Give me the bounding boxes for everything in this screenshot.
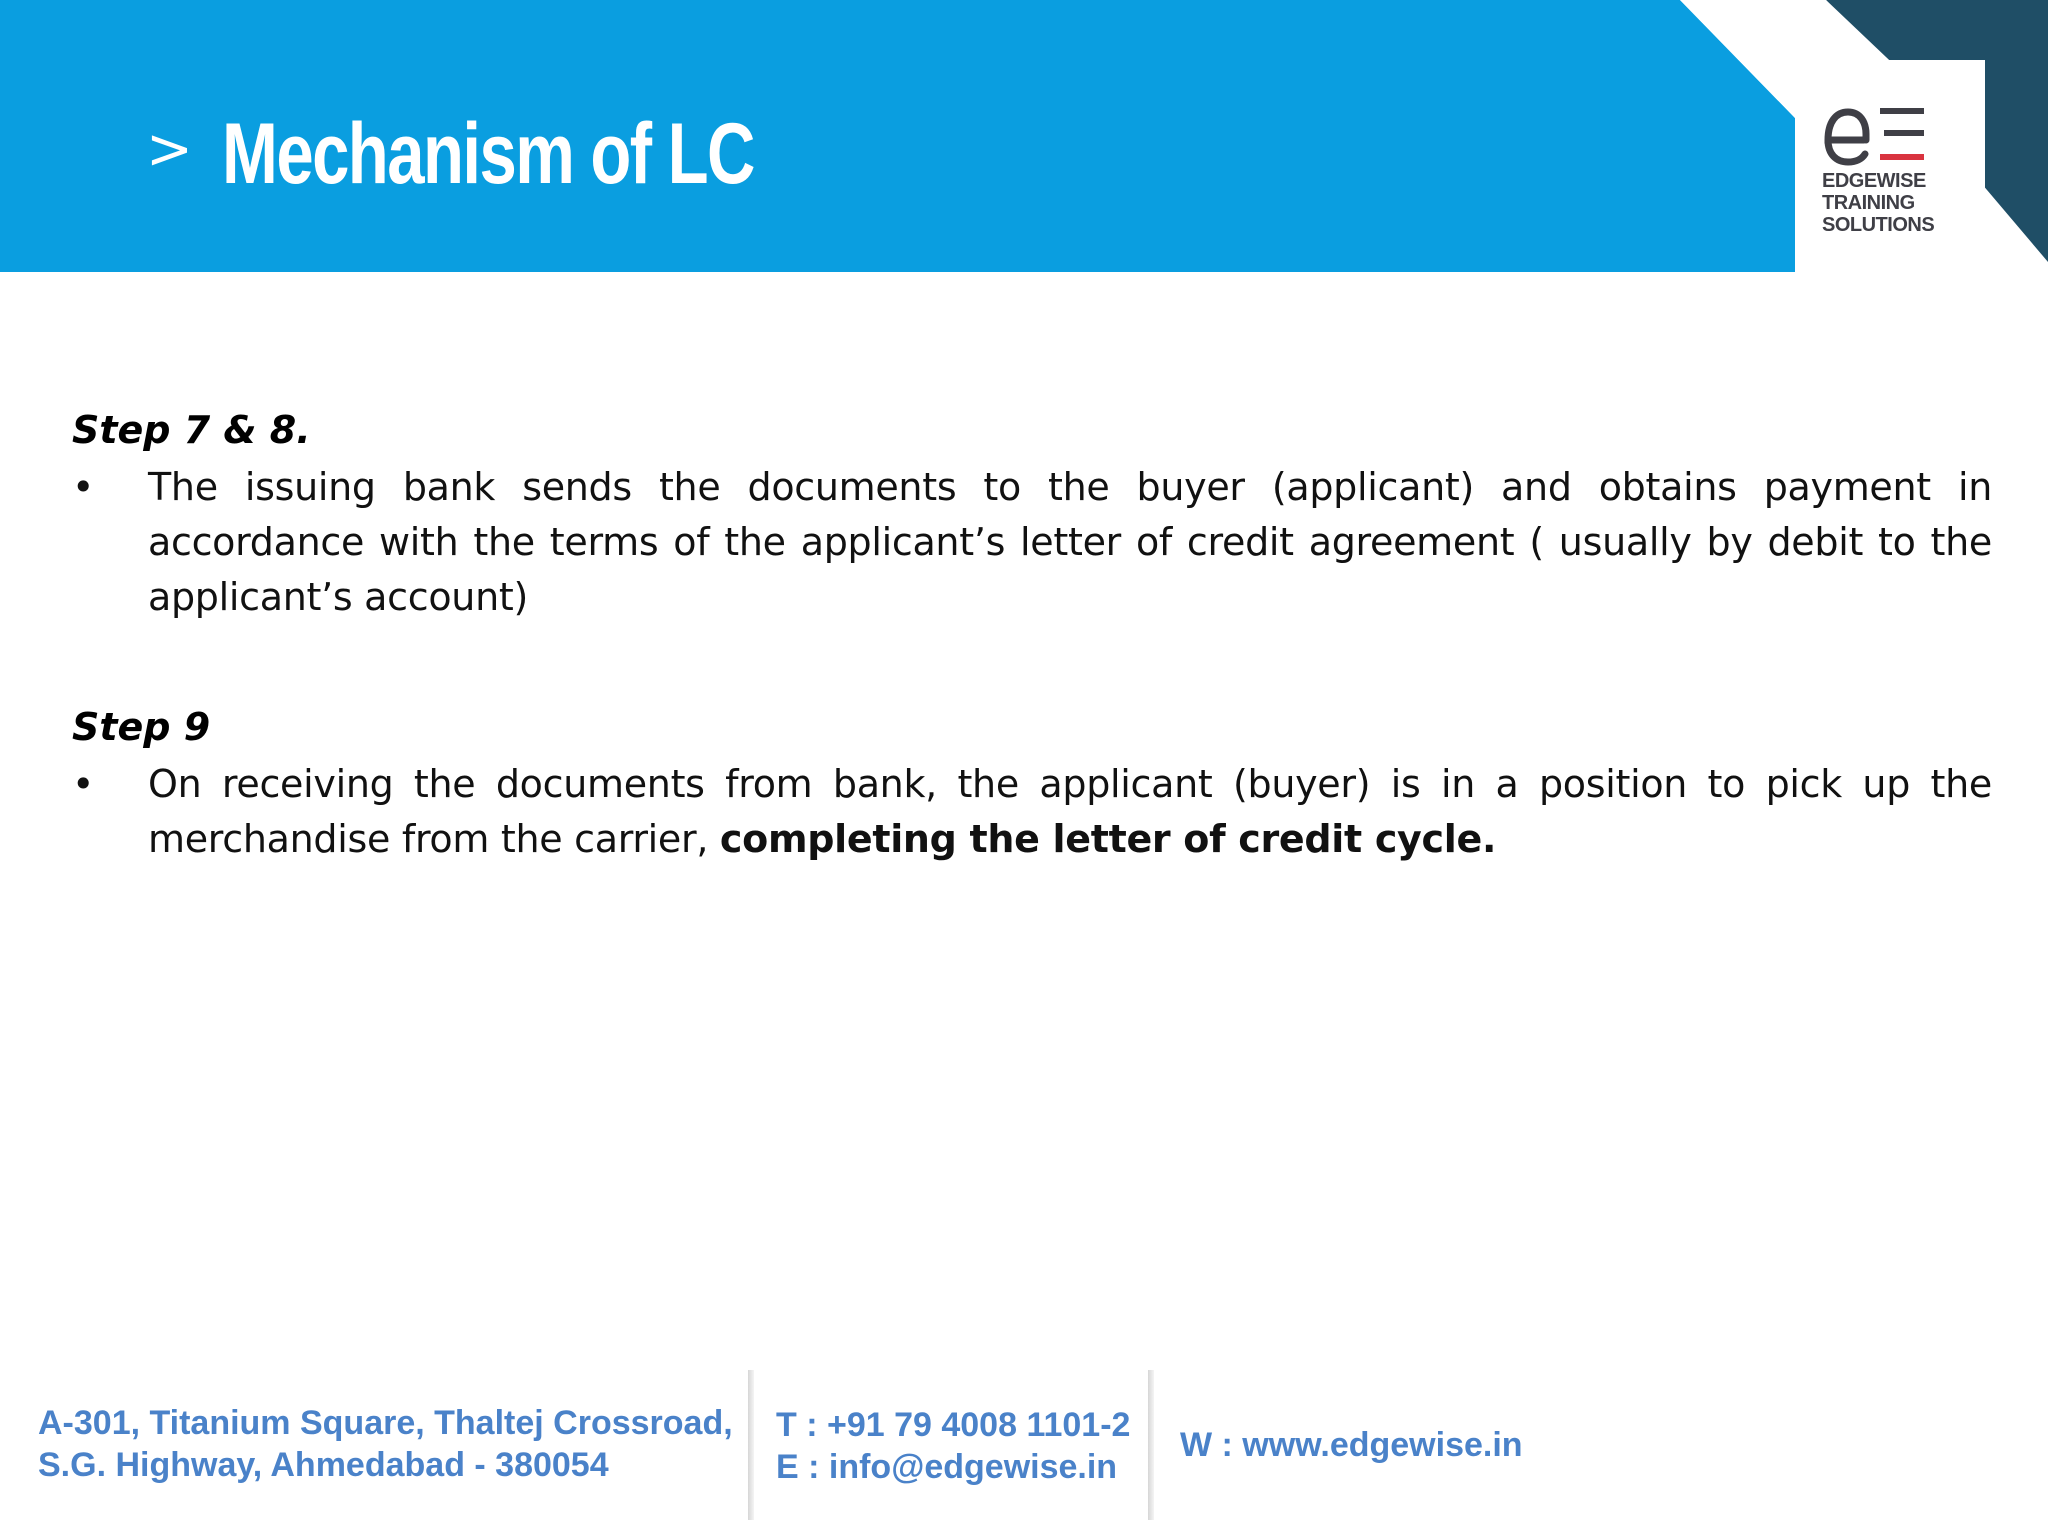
step-heading: Step 7 & 8. bbox=[72, 408, 311, 452]
step-9-block bbox=[72, 697, 1992, 867]
bullet-dot: • bbox=[72, 762, 95, 806]
bullet-item bbox=[72, 757, 1992, 867]
footer-contact bbox=[776, 1404, 1130, 1488]
bullet-bold-text: completing the letter of credit cycle. bbox=[719, 817, 1497, 861]
footer-address bbox=[38, 1402, 733, 1486]
footer-phone: T : +91 79 4008 1101-2 bbox=[776, 1406, 1131, 1444]
step-7-8-block bbox=[72, 400, 1992, 625]
logo-line-3: SOLUTIONS bbox=[1822, 214, 1935, 236]
logo-line-2: TRAINING bbox=[1822, 192, 1915, 214]
logo-wordmark bbox=[1822, 170, 1934, 236]
page-title: Mechanism of LC bbox=[222, 106, 754, 202]
footer-website[interactable]: W : www.edgewise.in bbox=[1180, 1426, 1523, 1464]
edgewise-logo-icon bbox=[1822, 104, 1932, 168]
footer-divider bbox=[1148, 1370, 1154, 1520]
step-heading: Step 9 bbox=[72, 705, 211, 749]
address-line-2: S.G. Highway, Ahmedabad - 380054 bbox=[38, 1446, 609, 1484]
bullet-item bbox=[72, 460, 1992, 625]
slide-content bbox=[72, 400, 1992, 939]
logo-line-1: EDGEWISE bbox=[1822, 170, 1926, 192]
footer-email[interactable]: E : info@edgewise.in bbox=[776, 1448, 1118, 1486]
footer bbox=[0, 1360, 2048, 1520]
bullet-text: On receiving the documents from bank, the applicant (buyer) is in a position to pick up the merchandise from the carrier, bbox=[148, 762, 1992, 861]
footer-divider bbox=[748, 1370, 754, 1520]
bullet-dot: • bbox=[72, 465, 95, 509]
title-chevron: > bbox=[146, 117, 193, 182]
address-line-1: A-301, Titanium Square, Thaltej Crossroad, bbox=[38, 1404, 733, 1442]
bullet-text: The issuing bank sends the documents to the buyer (applicant) and obtains payment in accordance with the terms of the applicant’s letter of credit agreement ( usually by debit to the applicant’s account) bbox=[148, 465, 1992, 619]
